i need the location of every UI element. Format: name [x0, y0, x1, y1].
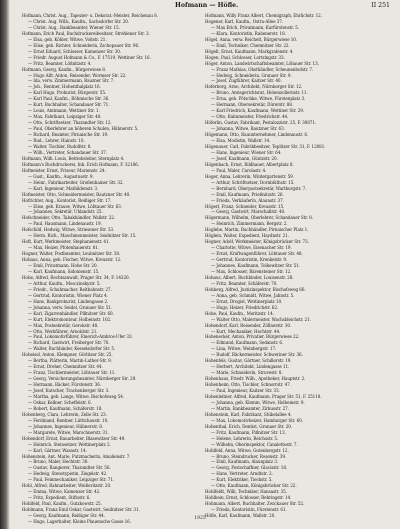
directory-entry: — Josef, Kaufmann, Güntzstr. 20. [211, 155, 278, 161]
directory-entry: — Wilh., Vertreter, Schandauer Str. 37. [28, 149, 107, 155]
directory-entry: Hofmann, Wilh. Louis, Betriebsleiter, Sternplatz 4. [22, 155, 125, 161]
directory-entry: — Kurt, Elektriker, Tieckstr. 5. [211, 477, 273, 483]
directory-entry: — Karl, Gärtner, Wasastr. 14. [28, 447, 87, 453]
directory-entry: Hohenecker, Anton, Privatier, Bürgerwiese 22. [205, 334, 300, 340]
directory-entry: — Johanna, Witwe, Bautzner Str. 63. [211, 126, 285, 132]
directory-entry: — Richard, Gastwirt, Freiberger Str. 70. [28, 340, 110, 346]
directory-entry: — Georg, Gastwirt, Marschallstr. 40. [211, 209, 286, 215]
directory-entry: Hohenhaus, Friedr. Wilh., Apotheker, Hauptstr. 2. [205, 376, 306, 382]
directory-entry: — Herbert, Architekt, Lindengasse 11. [211, 364, 290, 370]
directory-entry: Hogen, Paul, Schlosser, Lortzingstr. 33. [205, 54, 285, 60]
page-number: II 251 [371, 2, 390, 9]
directory-entry: — Hedwig, Schneiderin, Grunaer Str. 9. [211, 72, 292, 78]
directory-entry: — Ferdinand, Rentner, Lüttichaustr. 10. [28, 417, 109, 423]
directory-entry: Hohlbein, Ernst, Schlosser, Behringstr. 14. [205, 495, 292, 501]
directory-entry: — Ernst, Drogist, Wettinerplatz 10. [211, 298, 283, 304]
directory-entry: Hogener, Karl, Kaufm., Ostra-Allee 37. [205, 18, 284, 24]
directory-entry: Höferlin, Gustav, Fabrikant, Pestalozzistr. 25, F. 30871. [205, 120, 317, 126]
directory-entry: — Max, Fabrikant, Leipziger Str. 40. [28, 114, 102, 120]
directory-entry: Hofmann, Erich Paul, Buchdruckereibesitzer, Strehlener Str. 3. [22, 30, 150, 36]
directory-entry: Hohe, Alfred, Rechtsanwalt, Prager Str. 34, F. 14320. [22, 274, 130, 280]
directory-entry: Hohendorf, Ernst, Bauarbeiter, Blasewitzer Str. 49. [22, 435, 126, 441]
directory-entry: Hohenleitner, Alfred, Kaufmann, Prager Str. 51, F. 25118. [205, 394, 322, 399]
directory-entry: Hohendorf, Karl, Reisender, Zöllnerstr. 30. [205, 322, 292, 328]
directory-entry: — Elise, geb. Richter, Schneiderin, Zschopauer Str. 96. [28, 42, 140, 48]
directory-entry: — Johannes, Ingenieur, Hübnerstr. 8. [28, 423, 103, 429]
directory-entry: — Anna, geb. Schmidt, Witwe, Jahnstr. 5. [211, 292, 295, 298]
directory-entry: Hofrichter, Aug., Kontorist, Reißiger Str. 17. [22, 197, 112, 203]
directory-entry: Hohberg, Alfred, Justizinspektor, Bischofsweg 66. [205, 286, 306, 292]
directory-entry: — Heinrich, Steinsetzer, Wettinerplatz 2. [28, 441, 111, 447]
book-spine-shadow [0, 0, 10, 529]
directory-entry: — Bertha, Plätterin, Martin-Luther-Str. 9. [28, 358, 112, 364]
directory-entry: — Johanna, verw. Seidel, Grunaer Str. 51. [28, 304, 113, 310]
directory-entry: — Otto, Werkführer, Arnoldstr. 21. [28, 328, 98, 334]
directory-entry: — Georg, Kaufmann, Reißiger Str. 44. [28, 513, 105, 519]
directory-entry: — Hugo Alfr. Anton, Reisender, Wormser Str. 22. [28, 72, 127, 78]
directory-entry: — Friedr. August Hofmann & Co., F. 17519, Wettiner Str. 16. [28, 54, 151, 60]
right-column [205, 13, 385, 519]
running-head: Hofmann — Höfle. [175, 2, 239, 9]
directory-entry: Hohenberg, Clara, Lehrerin, Zelle Str. 23. [22, 411, 107, 417]
directory-entry: — Hugo, Lagerhalter, Kleine Plauensche Gasse 16. [28, 519, 131, 525]
directory-entry: Högenauer, Carl, Fabrikbesitzer, Teplitzer Str. 31, F. 12081. [205, 143, 326, 149]
directory-entry: — Johanna, geb. Klemm, Witwe, Holbeinstr. 9. [211, 399, 305, 405]
directory-entry: — Karl Hugo, Prokurist, Bürgerstr. 55. [28, 90, 107, 96]
directory-entry: — Bruno, Maler, Hechtstr. 30. [28, 459, 89, 465]
directory-entry: — Paul, Feinmechaniker, Leipziger Str. 71. [28, 477, 115, 483]
directory-entry: — Emma, Witwe, Kamenzer Str. 42. [28, 489, 101, 495]
directory-entry: Hogner, Adolf, Werkmeister, Königsbrücker Str. 73. [205, 239, 309, 245]
directory-entry: Hohlfeld, Anna, Witwe, Gutenbergstr. 12. [205, 447, 289, 453]
directory-entry: Hofmann's Buchdruckerei, Inh. Erich Hofmann, F. 32186. [22, 161, 139, 167]
directory-entry: — Paul, Oberlehrer an höheren Schulen, Hübnerstr. 5. [28, 126, 139, 132]
directory-entry: — Gust., Kaufm., Augustusstr. 9. [28, 173, 94, 179]
directory-entry: — Gustav, Rangierer, Tharandter Str. 56. [28, 465, 111, 471]
directory-entry: Högemann, Otto, Bauunternehmer, Lindenaustr. 6. [205, 132, 309, 138]
directory-entry: Hohenfels, Gustav, Gärtner, Schillerstr. 19. [205, 358, 292, 364]
directory-entry: — Heinr., Fabrikarbeiter, Großenhainer Str. 32. [28, 179, 124, 185]
directory-entry: Höfle, Karl, Kaufmann, Wallstr. 20. [205, 513, 276, 519]
directory-entry: — Max, Lokomotivheizer, Hamburger Str. 60. [211, 417, 303, 423]
directory-entry: — Charlotte, Witwe, Eisenacher Str. 19. [211, 245, 292, 251]
directory-entry: — Ida, verw. Zimmermann, Bauzner Str. 7. [28, 78, 115, 84]
directory-entry: — Fritz, Beamter, Schäferstr. 70. [211, 280, 278, 286]
directory-entry: Hohaus, Albert, Buchbinder, Louisenstr. 28. [205, 274, 294, 280]
directory-entry: Högelt, Ernst, Kaufmann, Markgrafenstr. 4. [205, 48, 294, 54]
directory-entry: Hofschneider, Otto, Tabakhändler, Wallstr. 22. [22, 215, 116, 221]
directory-entry: — Max Erich, Privatmann, Kurfürstenstr. 5. [211, 24, 299, 30]
directory-entry: Hogner, Walter, Postbeamter, Leubnitzer Str. 38. [22, 251, 121, 257]
directory-entry: — Klara, Kontoristin, Rabenerstr. 18. [211, 30, 286, 36]
directory-entry: — Frieda, Verkäuferin, Alaunstr. 37. [211, 197, 284, 203]
directory-entry: — Elsa, geb. Köhler, Witwe, Voßstr. 21. [28, 36, 107, 42]
directory-entry: — Fritz, Beamter, Lößnitzstr. 4. [28, 60, 92, 66]
directory-entry: Hofschild, Hedwig, Witwe, Striesener Str. 33. [22, 227, 115, 233]
directory-entry: — Martha, geb. Lange, Witwe, Bischofsweg 54. [28, 394, 125, 399]
directory-entry: — Paul, Hausmann, Lindenaustr. 19. [28, 221, 102, 227]
directory-entry: — Martin, Bankbeamter, Zirkusstr. 27. [211, 405, 289, 411]
directory-entry: — Paul, Lokomotivführer, Emerich-Ambros-Ufer 33. [28, 334, 133, 340]
directory-entry: Hofmann, Georg, Kaufm., Bürgerwiese 8. [22, 66, 107, 72]
directory-entry: — Max, Heizer, Pfotenhauerstr. 81. [28, 245, 99, 251]
directory-entry: Högenbach, Ernst, Bildhauer, Albertplatz 8. [205, 161, 294, 167]
directory-entry: Hohe, Paul, Kaufm., Moritzstr. 14. [205, 310, 274, 316]
directory-entry: — Kurt, Mechaniker, Hechtstr. 44. [211, 328, 281, 334]
directory-entry: — Joh., Rentner, Hohenthalplatz 16. [28, 84, 101, 90]
directory-entry: — Friedr., Schuhmacher, Reitbahnstr. 27. [28, 286, 112, 292]
directory-entry: — Otto, Kaufmann, Königsbrücker Str. 22. [211, 483, 297, 489]
directory-entry: — Otto, Schriftsetzer, Tharandter Str. 12. [28, 120, 112, 126]
directory-entry: — Louis, Amtmann, Wettiner Str. 1. [28, 108, 100, 114]
directory-entry: — Herm. Rich., Maschinenmeister, Seidnitzer Str. 15. [28, 233, 137, 239]
directory-entry: Högermann, Wilhelm, Oberlehrer, Schandauer Str. 8. [205, 215, 313, 221]
directory-entry: — Max, Schlosser, Bärensteiner Str. 12. [211, 268, 292, 274]
directory-entry: — Heinrich, Zimmermann, Bergstr. 2. [211, 221, 288, 227]
directory-entry: Hohaus, Anna, geb. Fischer, Witwe, Kreuzstr. 12. [22, 257, 122, 263]
directory-entry: Hohlmann, Franz Emil Oskar, Gastwirt, Seidnitzer Str. 31. [22, 507, 140, 513]
directory-entry: Hohenstein, Karl, Fabrikant, Stübelallee 4. [205, 411, 292, 417]
directory-entry: — Ernst Eduard, Schlosser, Kamenzer Str. 30. [28, 48, 122, 54]
directory-entry: — Karl Friedrich, Kaufmann, Wettiner Str. 29. [211, 108, 305, 114]
directory-entry: — Bernhard, Oberpostsekretär, Wartburgstr. 7. [211, 185, 307, 191]
directory-entry: Hofmann, Willy Franz Albert, Chemigraph, Ehrlichstr. 12. [205, 13, 322, 18]
directory-entry: — Marie, Schneiderin, Struvestr. 8. [211, 370, 283, 376]
directory-entry: — Karl, Kaufmann, Sidonienstr. 15. [28, 268, 100, 274]
directory-entry: — Frieda, Kontoristin, Fürstenstr. 61. [211, 507, 287, 513]
directory-entry: — Karl, Zigarrenhändler, Pillnitzer Str. 60. [28, 310, 114, 316]
directory-entry: — Johannes, Sekretär, Uhlandstr. 25. [28, 209, 103, 215]
directory-entry: — Gertrud, Kontoristin, Wiener Platz 4. [28, 292, 108, 298]
directory-entry: — Arthur, Kaufm., Mosczinskystr. 5. [28, 280, 101, 286]
directory-entry: Hoglebe, Martin, Buchhändler, Pirnaischer Platz 1. [205, 227, 309, 233]
directory-entry: Hoger, Anna, Lehrerin, Wintergartenstr. 59. [205, 173, 294, 179]
directory-entry: Hohenstein, Ant. Marie, Putzmacherin, Amalienstr. 7. [22, 453, 131, 459]
directory-entry: — Elsa, Modistin, Wallstr. 14. [211, 138, 271, 144]
directory-entry: Högerl, Franz, Schneider, Kreuzstr. 15. [205, 203, 285, 209]
directory-entry: Hohenheim, Otto, Tischler, Schnorrstr. 47. [205, 382, 291, 388]
directory-entry: — Edmund, Kaufmann, Sedanstr. 6. [211, 340, 284, 346]
directory-entry: Hofmann, Christ. Aug., Tapezier- u. Dekorat.-Meister, Reichenau 8. [22, 13, 158, 18]
directory-entry: Hofmeister, Otto, Schneidermeister, Bautzner Str. 40. [22, 191, 131, 197]
directory-entry: — Hermann, Bäcker, Fürstenstr. 36. [28, 382, 102, 388]
directory-entry: — Walter, Buchbinder, Kesselsdorfer Str. 5. [28, 346, 116, 352]
directory-entry: — Rudolf, Bäckermeister, Schweriner Str. 36. [211, 352, 303, 358]
page-footer: 1925 [194, 516, 206, 521]
directory-entry: — Kurt, Elektromonteur, Holbeinstr. 102. [28, 316, 112, 322]
directory-entry: — Johannes, Kaufmann, Tolkewitzer Str. 51. [211, 263, 300, 269]
directory-entry: — Paul, Maler, Carolastr. 4. [211, 167, 267, 173]
directory-entry: — Bruno, Amtsgerichtsrat, Hohenzollernstr. 11. [211, 90, 308, 96]
directory-entry: Högel, Anna, verw. Reichelt, Bürgerwiese 10. [205, 36, 298, 42]
directory-entry: Hohlfeldt, Willi, Techniker, Hansastr. 35. [205, 489, 287, 495]
directory-entry: — Georg, Versicherungsbeamter, Nürnberger Str. 29. [28, 376, 137, 382]
directory-entry: — Christ. Aug. Wilh., Kaufm., Sachsdorfer Str. 20. [28, 18, 130, 24]
directory-entry: — Kurt, Buchhalter, Schandauer Str. 71. [28, 102, 110, 108]
directory-entry: — Richard, Beamter, Pirnaische Str. 19. [28, 132, 109, 138]
directory-entry: — Erna, geb. Pötschke, Witwe, Fürstenplatz 3. [211, 96, 306, 102]
directory-entry: Hoferberg, Arno, Architekt, Nürnberger Str. 12. [205, 84, 303, 90]
directory-entry: — Karl, Ingenieur, Mathildenstr. 3. [28, 185, 99, 191]
directory-entry: — Elise, geb. Krause, Witwe, Löbtauer Str. 63. [28, 203, 122, 209]
directory-entry: — Bruno, Steindrucker, Rosenstr. 39. [211, 453, 287, 459]
directory-entry: — Christ. Aug., Bankbeamter, Wiener Str. 15. [28, 24, 120, 30]
directory-entry: — Oskar, Kellner, Scheffelstr. 6. [28, 399, 92, 405]
directory-entry: Hoft, Kurt, Werkmeister, Stephanienstr. 41. [22, 239, 110, 245]
directory-entry: — Hans, Bankprokurist, Lindengasse 2. [28, 298, 109, 304]
directory-entry: Hofmeister, Ernst, Friseur, Marienstr. 24. [22, 167, 106, 173]
directory-entry: — Lina, Witwe, Weinbergstr. 17. [211, 346, 277, 352]
directory-entry: — Walter Otto, Malermeister, Wachsbleichstr. 21. [211, 316, 311, 322]
directory-entry: — Walter, Tischler, Rudolfstr. 8. [28, 143, 92, 149]
directory-entry: — Emil, Kaufmann, Prießnitzstr. 26. [211, 191, 284, 197]
directory-entry: — Fritz, Kaufmann, Pillnitzer Str. 13. [211, 429, 286, 435]
directory-entry: — Wilhelm, Oberinspektor, Canalettostr. 7. [211, 441, 298, 447]
directory-entry: — Georg, Postschaffner, Glacisstr. 18. [211, 465, 288, 471]
directory-entry: — Paul, Ingenieur, Kaitzer Str. 33. [211, 388, 280, 394]
directory-entry: — Josef, Zugführer, Kaitzer Str. 40. [211, 78, 282, 84]
directory-entry: — Rud., Lehrer, Hainstr. 10. [28, 138, 85, 144]
directory-entry: — Franz Mathias, Obsthändler, Scheunenhofstr. 7. [211, 66, 314, 72]
directory-entry: — Hedwig, Stenotypistin, Ziegelstr. 42. [28, 471, 108, 477]
directory-entry: Hohmann, Albert, Buchhalter, Zwickauer Str. 52. [205, 501, 305, 507]
directory-entry: — Gertrud, Kontoristin, Krenkelstr. 9. [211, 257, 288, 263]
directory-entry: — Emil, Techniker, Chemnitzer Str. 22. [211, 42, 290, 48]
directory-entry: — Ernst, Dreher, Chemnitzer Str. 44. [28, 364, 103, 370]
directory-entry: — Helene, Lehrerin, Reichsstr. 5. [211, 435, 279, 441]
directory-entry: — Ernst, Kraftwagenführer, Löbtauer Str. 48. [211, 251, 303, 257]
directory-entry: — Margarete, Witwe, Marschnerstr. 31. [28, 429, 109, 435]
directory-entry: — Emil, Kaufmann, Alaunplatz 3. [211, 459, 279, 465]
directory-entry: Hohl, Alfred, Bahnarbeiter, Weißeritzstr. 20. [22, 483, 112, 489]
directory-entry: — Hermann, Obersekretär, Dürerstr. 88. [211, 102, 294, 108]
directory-entry: — Hans, Ingenieur, Wiener Str. 64. [211, 149, 282, 155]
directory-entry: Hoheisel, Anton, Klempner, Görlitzer Str. 25. [22, 352, 113, 358]
directory-entry: Hohlfeld, Paul, Kaufm., Gutzkowstr. 25. [22, 501, 102, 507]
directory-entry: — Max, Postsekretär, Gerokstr. 48. [28, 322, 99, 328]
directory-entry: — Hans, Vertreter, Arndtstr. 2. [211, 471, 273, 477]
directory-entry: Hohenthal, Erich, Dentist, Grunaer Str. 20. [205, 423, 293, 429]
directory-entry: — Hugo, Heizer, Friedrichstr. 62. [211, 304, 279, 310]
directory-entry: Höger, Anton, Landwirtschaftsbeamter, Löbauer Str. 13. [205, 60, 319, 66]
directory-entry: Höglein, Walter, Expedient, Haydnstr. 21. [205, 233, 289, 239]
directory-entry: — Franz, Tischlermeister, Löbtauer Str. 11. [28, 370, 116, 376]
directory-entry: — Otto, Bahnmeister, Friedrichstr. 44. [211, 114, 289, 120]
directory-entry: — Karl Paul, Kaufm., Böhmische Str. 36. [28, 96, 110, 102]
directory-entry: — Josef, Kutscher, Trachenberger Str. 3. [28, 388, 110, 394]
directory-entry: — Robert, Kaufmann, Schäferstr. 18. [28, 405, 103, 411]
directory-entry: — Arthur, Schriftsetzer, Dornblüthstr. 15. [211, 179, 295, 185]
page-header [20, 2, 390, 12]
directory-entry: — Fritz, Expedient, Stiftsstr. 6. [28, 495, 91, 501]
directory-entry: — Emil, Privatmann, Hohe Str. 20. [28, 263, 98, 269]
